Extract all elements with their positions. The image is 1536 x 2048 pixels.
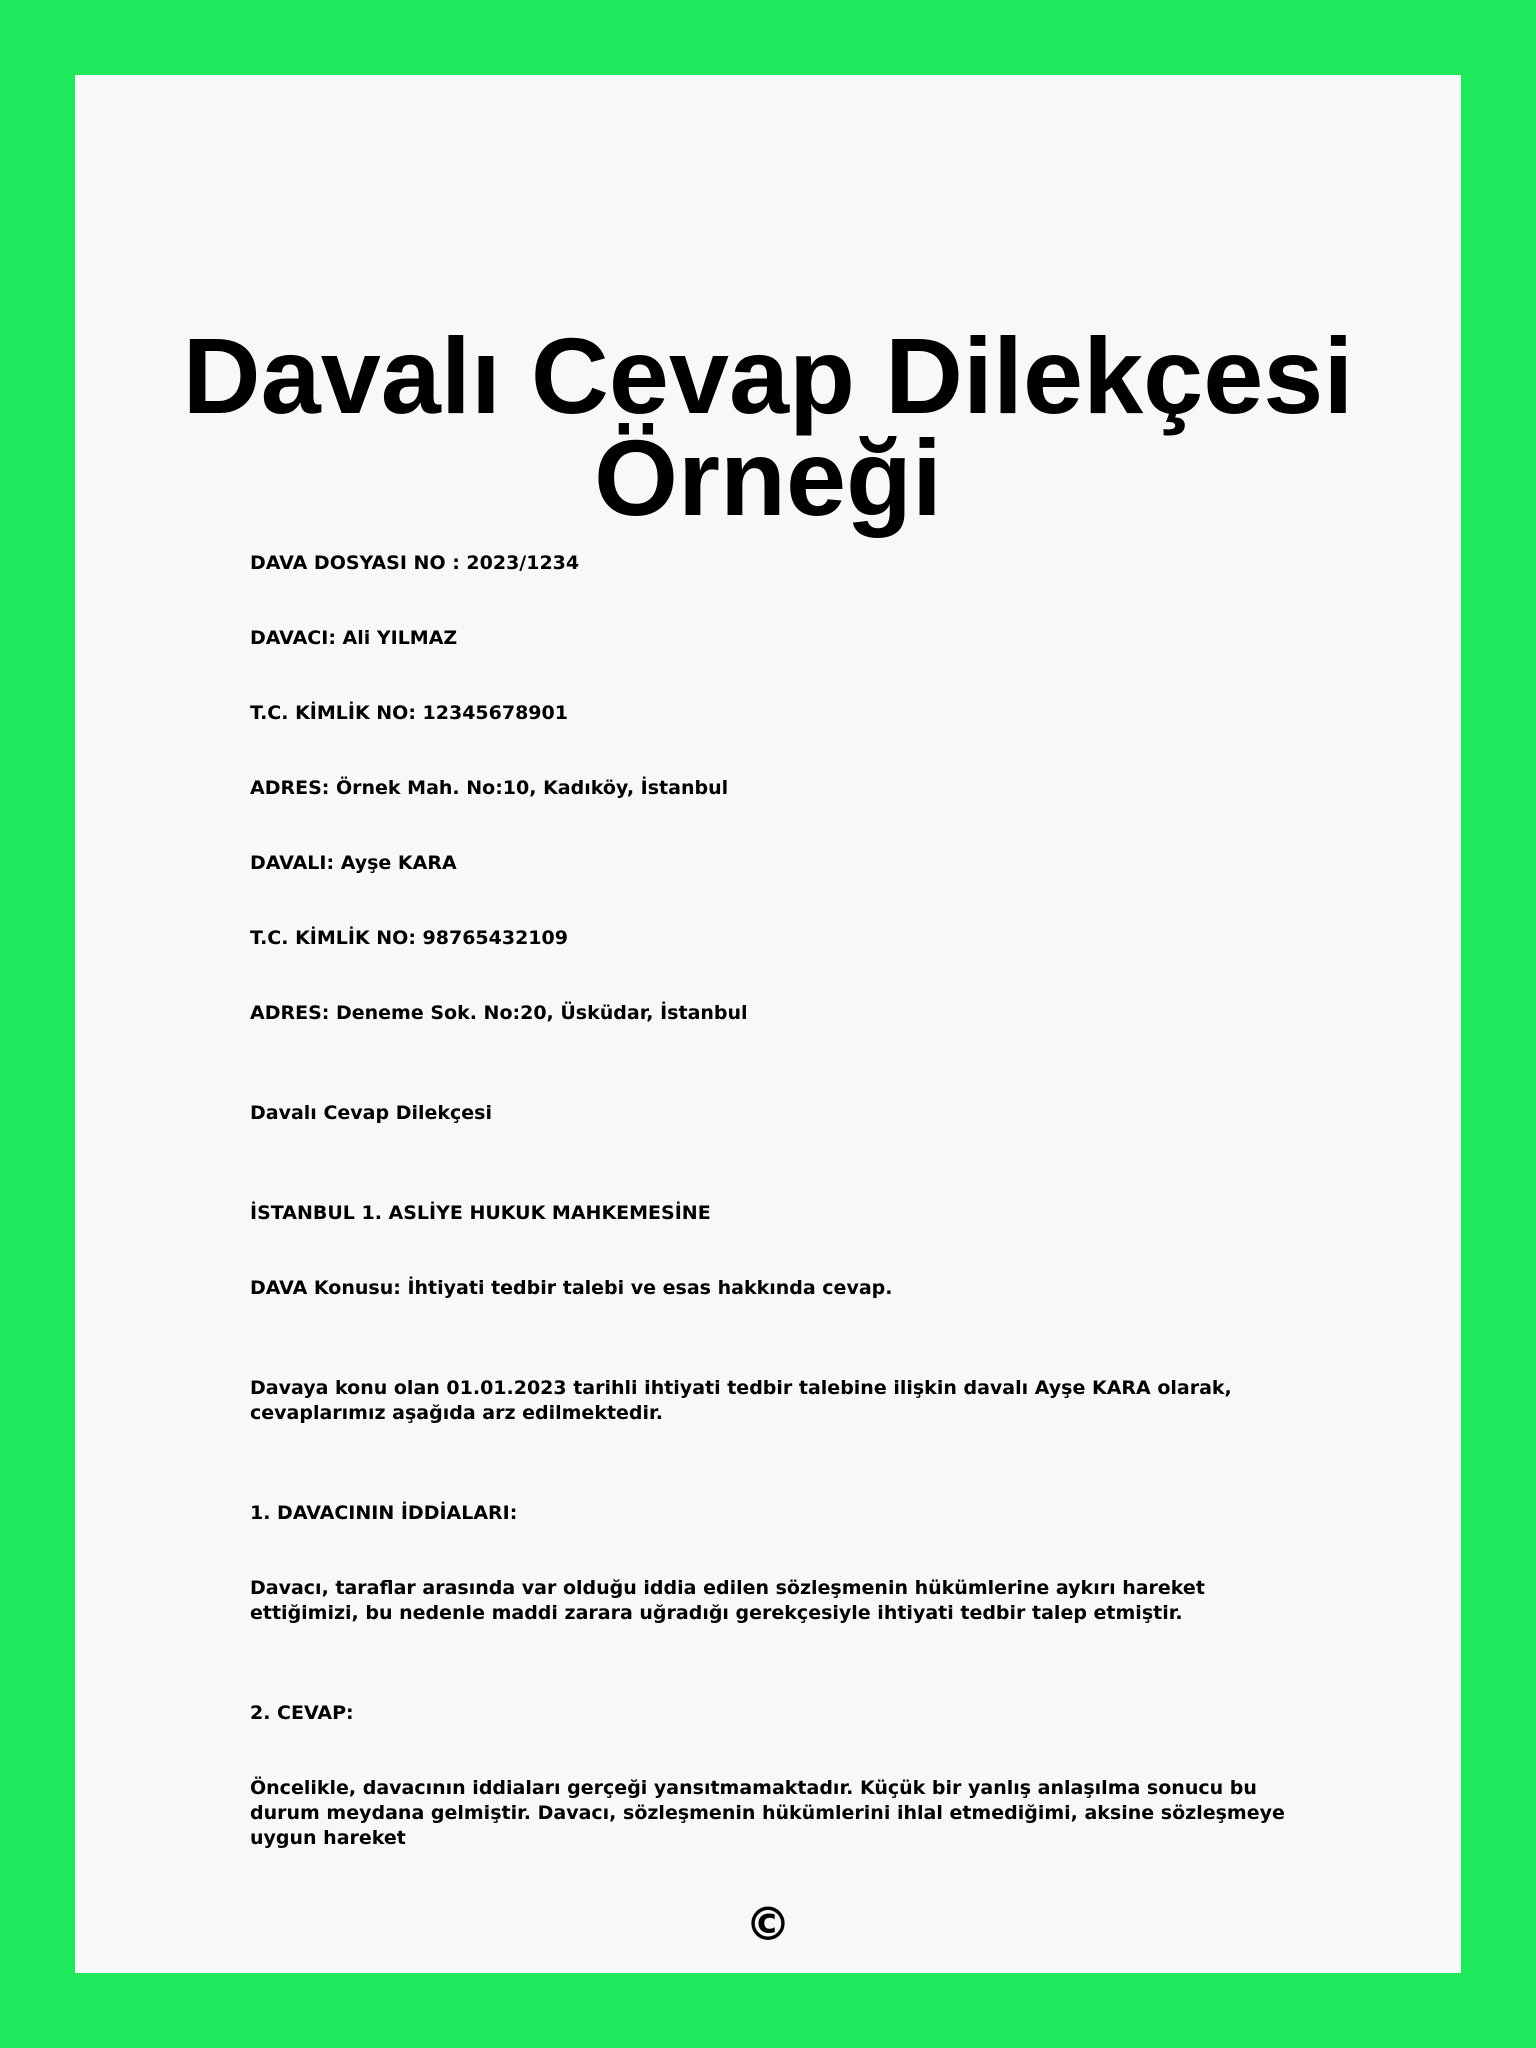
defendant-name: DAVALI: Ayşe KARA — [250, 852, 457, 874]
copyright-icon: © — [745, 1897, 791, 1951]
plaintiff-id-number: T.C. KİMLİK NO: 12345678901 — [250, 702, 568, 724]
case-file-number: DAVA DOSYASI NO : 2023/1234 — [250, 552, 580, 574]
document-page — [75, 75, 1461, 1973]
section-1-heading: 1. DAVACININ İDDİALARI: — [250, 1502, 518, 1524]
document-title: Davalı Cevap Dilekçesi Örneği — [182, 315, 1354, 538]
section-1-paragraph: Davacı, taraflar arasında var olduğu iddia edilen sözleşmenin hükümlerine aykırı hareket ettiğimizi, bu nedenle maddi zarara uğradığı gerekçesiyle ihtiyati tedbir talep etmiştir. — [250, 1577, 1205, 1624]
case-subject: DAVA Konusu: İhtiyati tedbir talebi ve esas hakkında cevap. — [250, 1277, 893, 1299]
section-2-heading: 2. CEVAP: — [250, 1702, 354, 1724]
defendant-address: ADRES: Deneme Sok. No:20, Üsküdar, İstanbul — [250, 1002, 748, 1024]
plaintiff-name: DAVACI: Ali YILMAZ — [250, 627, 458, 649]
document-body — [250, 551, 1310, 1851]
plaintiff-address: ADRES: Örnek Mah. No:10, Kadıköy, İstanbul — [250, 777, 729, 799]
court-name: İSTANBUL 1. ASLİYE HUKUK MAHKEMESİNE — [250, 1202, 711, 1224]
defendant-id-number: T.C. KİMLİK NO: 98765432109 — [250, 927, 568, 949]
intro-paragraph: Davaya konu olan 01.01.2023 tarihli ihtiyati tedbir talebine ilişkin davalı Ayşe KARA olarak, cevaplarımız aşağıda arz edilmektedir. — [250, 1377, 1232, 1424]
document-heading: Davalı Cevap Dilekçesi — [250, 1102, 492, 1124]
section-2-paragraph: Öncelikle, davacının iddiaları gerçeği yansıtmamaktadır. Küçük bir yanlış anlaşılma sonucu bu durum meydana gelmiştir. Davacı, sözleşmenin hükümlerini ihlal etmediğimi, aksine sözleşmeye uygun hareket — [250, 1777, 1285, 1849]
